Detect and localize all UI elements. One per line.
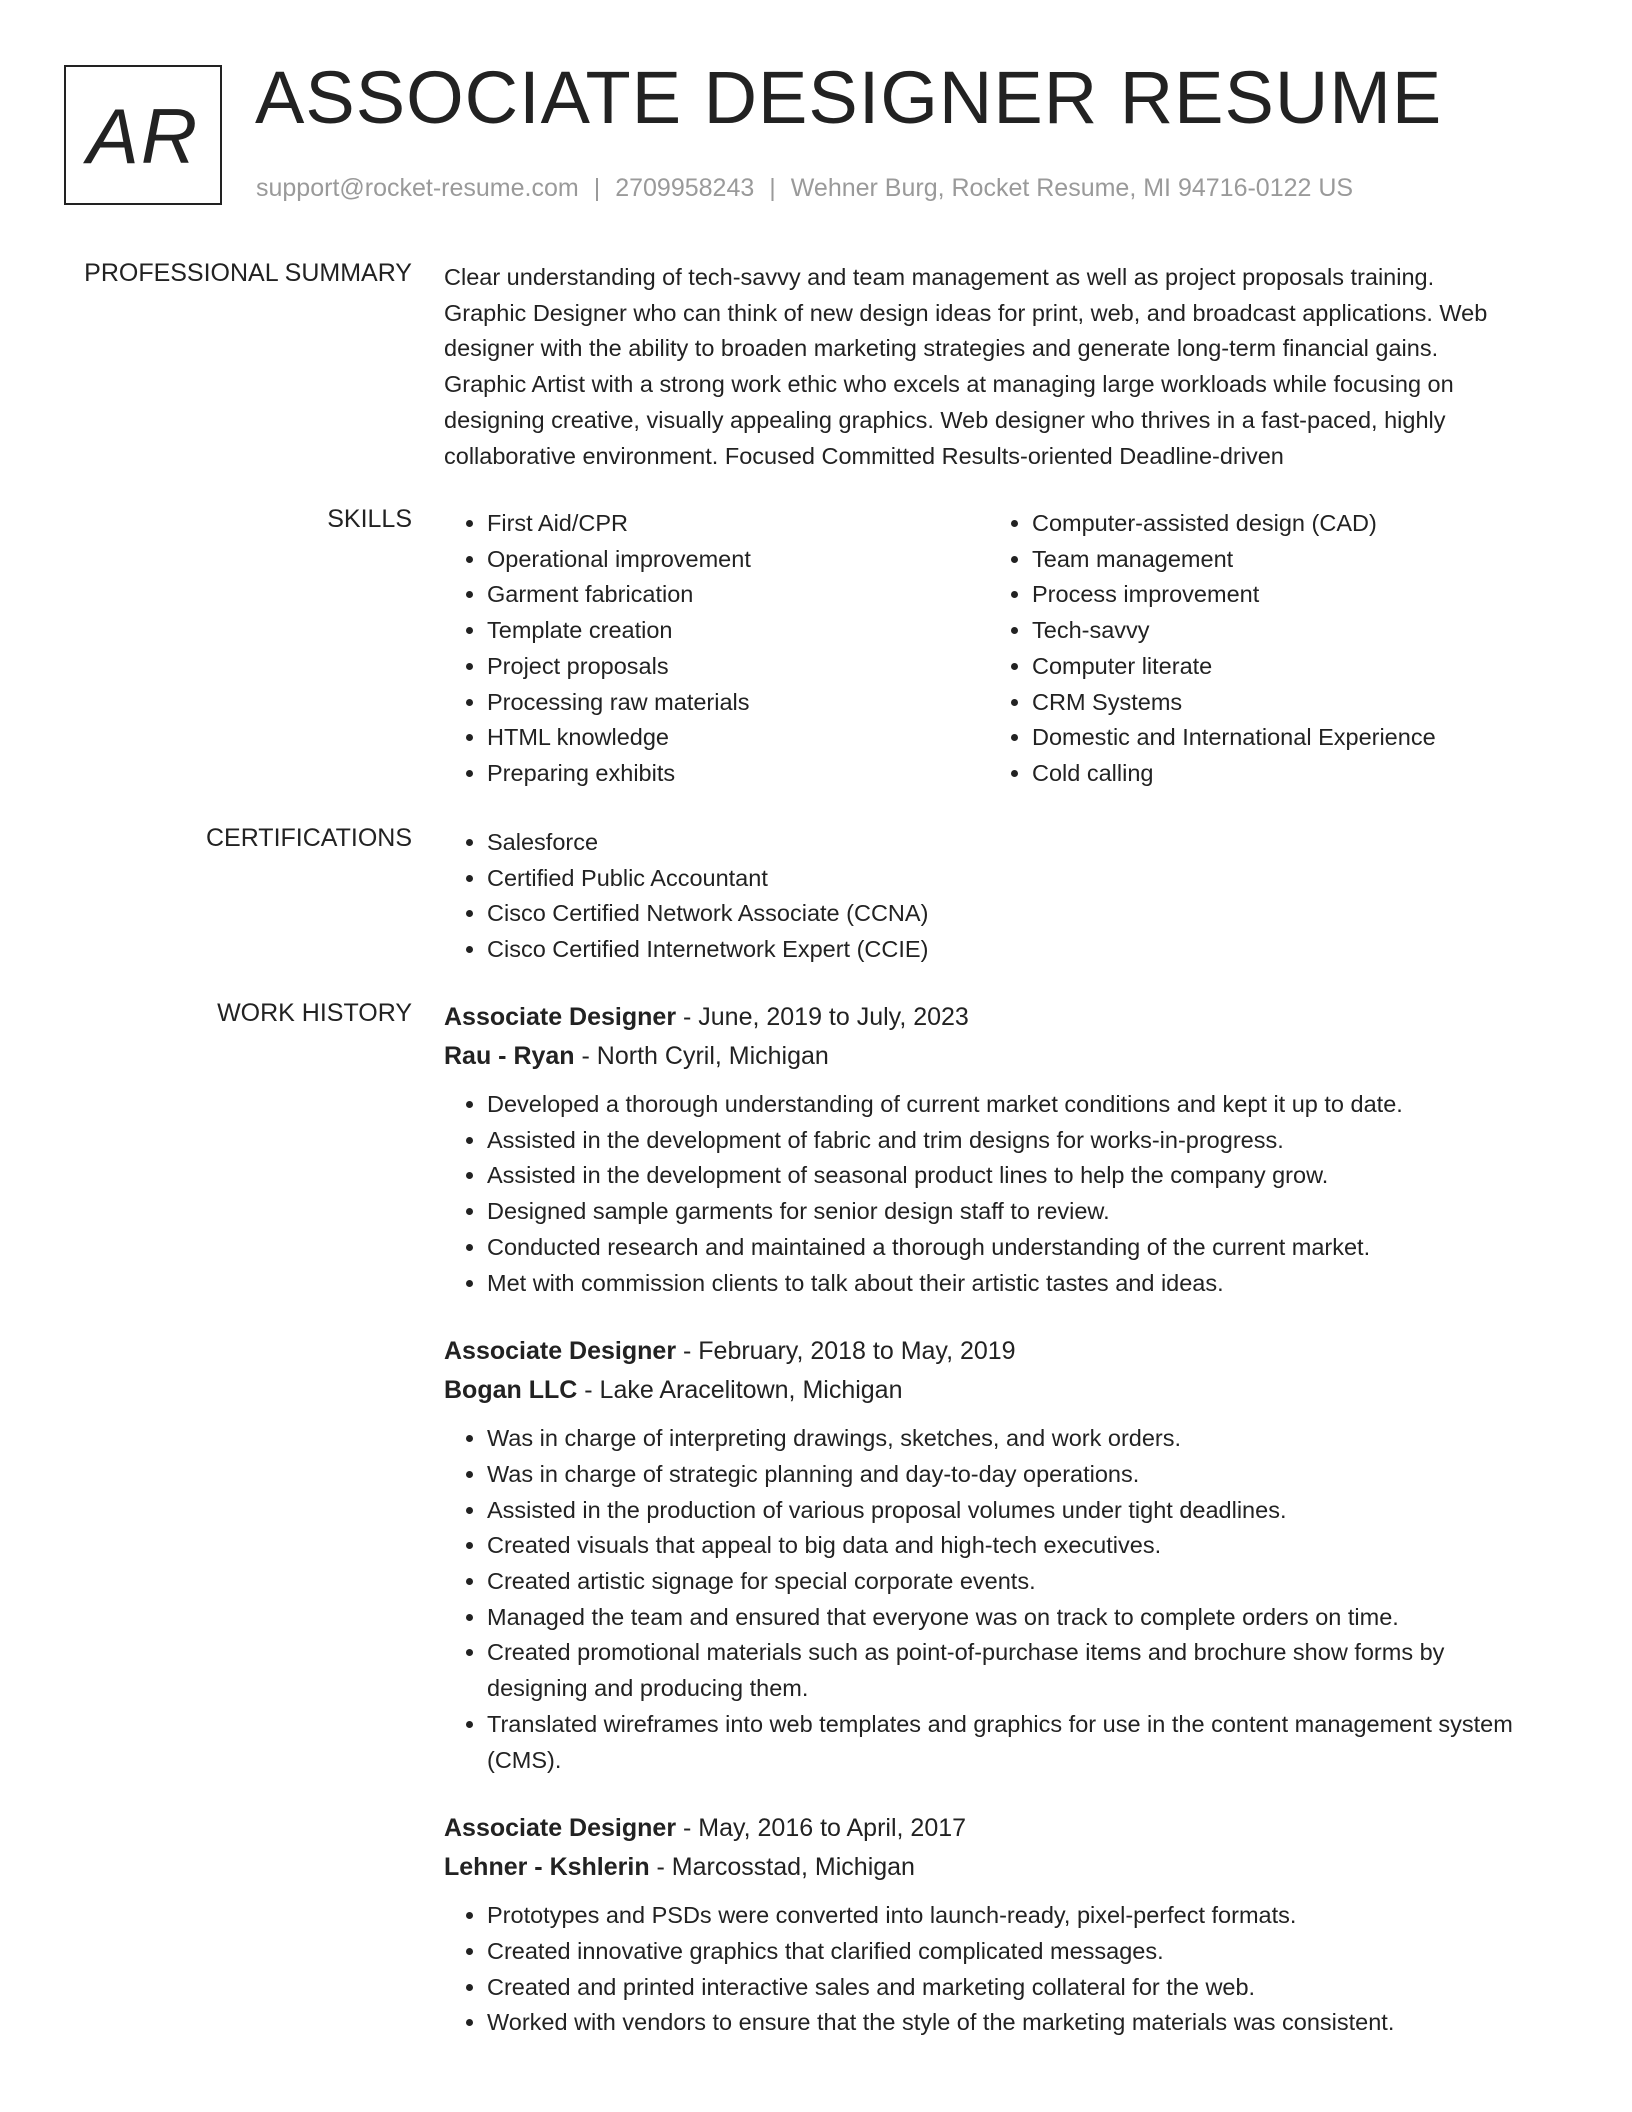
- contact-line: [256, 174, 1353, 203]
- section-label-summary: PROFESSIONAL SUMMARY: [84, 259, 412, 287]
- skill-item: • Process improvement: [1032, 577, 1534, 613]
- skill-item: • Project proposals: [487, 649, 989, 685]
- job-entry: [444, 1809, 1539, 2041]
- job-bullet: • Assisted in the production of various proposal volumes under tight deadlines.: [487, 1493, 1539, 1529]
- certification-item: • Cisco Certified Internetwork Expert (CCIE): [487, 932, 1539, 968]
- contact-separator: |: [769, 174, 776, 202]
- job-bullet: • Worked with vendors to ensure that the style of the marketing materials was consistent.: [487, 2005, 1539, 2041]
- certification-item: • Cisco Certified Network Associate (CCNA): [487, 896, 1539, 932]
- certifications-list: [444, 825, 1539, 968]
- skill-item: • Team management: [1032, 542, 1534, 578]
- summary-text: [444, 260, 1539, 474]
- section-label-work-history: WORK HISTORY: [217, 999, 412, 1027]
- job-bullet: • Translated wireframes into web templates and graphics for use in the content management system (CMS).: [487, 1707, 1539, 1778]
- job-title-line: [444, 1332, 1539, 1371]
- skill-item: • First Aid/CPR: [487, 506, 989, 542]
- section-label-certifications: CERTIFICATIONS: [205, 824, 412, 852]
- job-bullet: • Designed sample garments for senior design staff to review.: [487, 1194, 1539, 1230]
- monogram-logo: [64, 65, 222, 205]
- skill-item: • Domestic and International Experience: [1032, 720, 1534, 756]
- job-dates: - May, 2016 to April, 2017: [676, 1814, 967, 1843]
- job-bullet: • Conducted research and maintained a thorough understanding of the current market.: [487, 1230, 1539, 1266]
- job-bullet: • Created artistic signage for special corporate events.: [487, 1564, 1539, 1600]
- job-bullet: • Was in charge of strategic planning and day-to-day operations.: [487, 1457, 1539, 1493]
- skill-item: • Processing raw materials: [487, 685, 989, 721]
- job-title: Associate Designer: [444, 1814, 677, 1843]
- job-entry: [444, 1332, 1539, 1778]
- skill-item: • CRM Systems: [1032, 685, 1534, 721]
- job-location: - Lake Aracelitown, Michigan: [577, 1376, 903, 1405]
- job-bullet: • Assisted in the development of fabric and trim designs for works-in-progress.: [487, 1123, 1539, 1159]
- certification-item: • Certified Public Accountant: [487, 861, 1539, 897]
- contact-separator: |: [593, 174, 601, 202]
- certification-item: • Salesforce: [487, 825, 1539, 861]
- job-bullets: [444, 1421, 1539, 1778]
- summary-body: [444, 260, 1539, 474]
- work-history-body: [444, 998, 1539, 2072]
- job-bullet: • Created promotional materials such as point-of-purchase items and brochure show forms by designing and producing them.: [487, 1635, 1539, 1706]
- job-bullet: • Was in charge of interpreting drawings, sketches, and work orders.: [487, 1421, 1539, 1457]
- summary-line: Graphic Artist with a strong work ethic who excels at managing large workloads while focusing on: [444, 371, 1454, 398]
- skill-item: • Tech-savvy: [1032, 613, 1534, 649]
- job-title-line: [444, 998, 1539, 1037]
- job-title: Associate Designer: [444, 1003, 677, 1031]
- contact-phone[interactable]: 2709958243: [615, 174, 755, 202]
- skill-item: • Preparing exhibits: [487, 756, 989, 792]
- skill-item: • Cold calling: [1032, 756, 1534, 792]
- job-bullets: [444, 1087, 1539, 1301]
- job-bullet: • Created innovative graphics that clarified complicated messages.: [487, 1934, 1539, 1970]
- job-title-line: [444, 1809, 1539, 1848]
- skill-item: • Garment fabrication: [487, 577, 989, 613]
- job-company-line: [444, 1848, 1539, 1887]
- skill-item: • Computer literate: [1032, 649, 1534, 685]
- job-bullet: • Prototypes and PSDs were converted into launch-ready, pixel-perfect formats.: [487, 1898, 1539, 1934]
- skill-item: • Operational improvement: [487, 542, 989, 578]
- contact-email[interactable]: support@rocket-resume.com: [256, 174, 579, 202]
- monogram-initials: AR: [86, 91, 200, 180]
- section-label-skills: SKILLS: [327, 505, 412, 533]
- job-bullets: [444, 1898, 1539, 2041]
- skills-list-left: [444, 506, 989, 792]
- job-dates: - June, 2019 to July, 2023: [676, 1003, 969, 1031]
- job-company: Bogan LLC: [444, 1376, 578, 1405]
- skill-item: • HTML knowledge: [487, 720, 989, 756]
- certifications-body: [444, 825, 1539, 968]
- summary-line: designer with the ability to broaden marketing strategies and generate long-term financial gains.: [444, 335, 1439, 362]
- job-location: - Marcosstad, Michigan: [649, 1853, 915, 1882]
- job-company-line: [444, 1371, 1539, 1410]
- summary-line: Graphic Designer who can think of new design ideas for print, web, and broadcast applications. Web: [444, 299, 1488, 326]
- job-bullet: • Assisted in the development of seasonal product lines to help the company grow.: [487, 1158, 1539, 1194]
- job-bullet: • Met with commission clients to talk about their artistic tastes and ideas.: [487, 1266, 1539, 1302]
- resume-title: ASSOCIATE DESIGNER RESUME: [255, 56, 1443, 139]
- job-company: Rau - Ryan: [444, 1042, 575, 1070]
- contact-address: Wehner Burg, Rocket Resume, MI 94716-0122 US: [790, 174, 1354, 202]
- job-title: Associate Designer: [444, 1337, 677, 1366]
- summary-line: designing creative, visually appealing graphics. Web designer who thrives in a fast-paced, highly: [444, 406, 1446, 433]
- job-company-line: [444, 1037, 1539, 1076]
- skills-list-right: [989, 506, 1534, 792]
- job-bullet: • Managed the team and ensured that everyone was on track to complete orders on time.: [487, 1600, 1539, 1636]
- summary-line: collaborative environment. Focused Committed Results-oriented Deadline-driven: [444, 442, 1284, 469]
- summary-line: Clear understanding of tech-savvy and team management as well as project proposals training.: [444, 264, 1435, 290]
- job-dates: - February, 2018 to May, 2019: [676, 1337, 1016, 1366]
- skills-body: [444, 506, 1539, 792]
- job-entry: [444, 998, 1539, 1301]
- job-bullet: • Developed a thorough understanding of current market conditions and kept it up to date.: [487, 1087, 1539, 1123]
- job-company: Lehner - Kshlerin: [444, 1853, 650, 1882]
- skill-item: • Computer-assisted design (CAD): [1032, 506, 1534, 542]
- skill-item: • Template creation: [487, 613, 989, 649]
- job-bullet: • Created and printed interactive sales and marketing collateral for the web.: [487, 1970, 1539, 2006]
- job-bullet: • Created visuals that appeal to big data and high-tech executives.: [487, 1528, 1539, 1564]
- job-location: - North Cyril, Michigan: [574, 1042, 829, 1070]
